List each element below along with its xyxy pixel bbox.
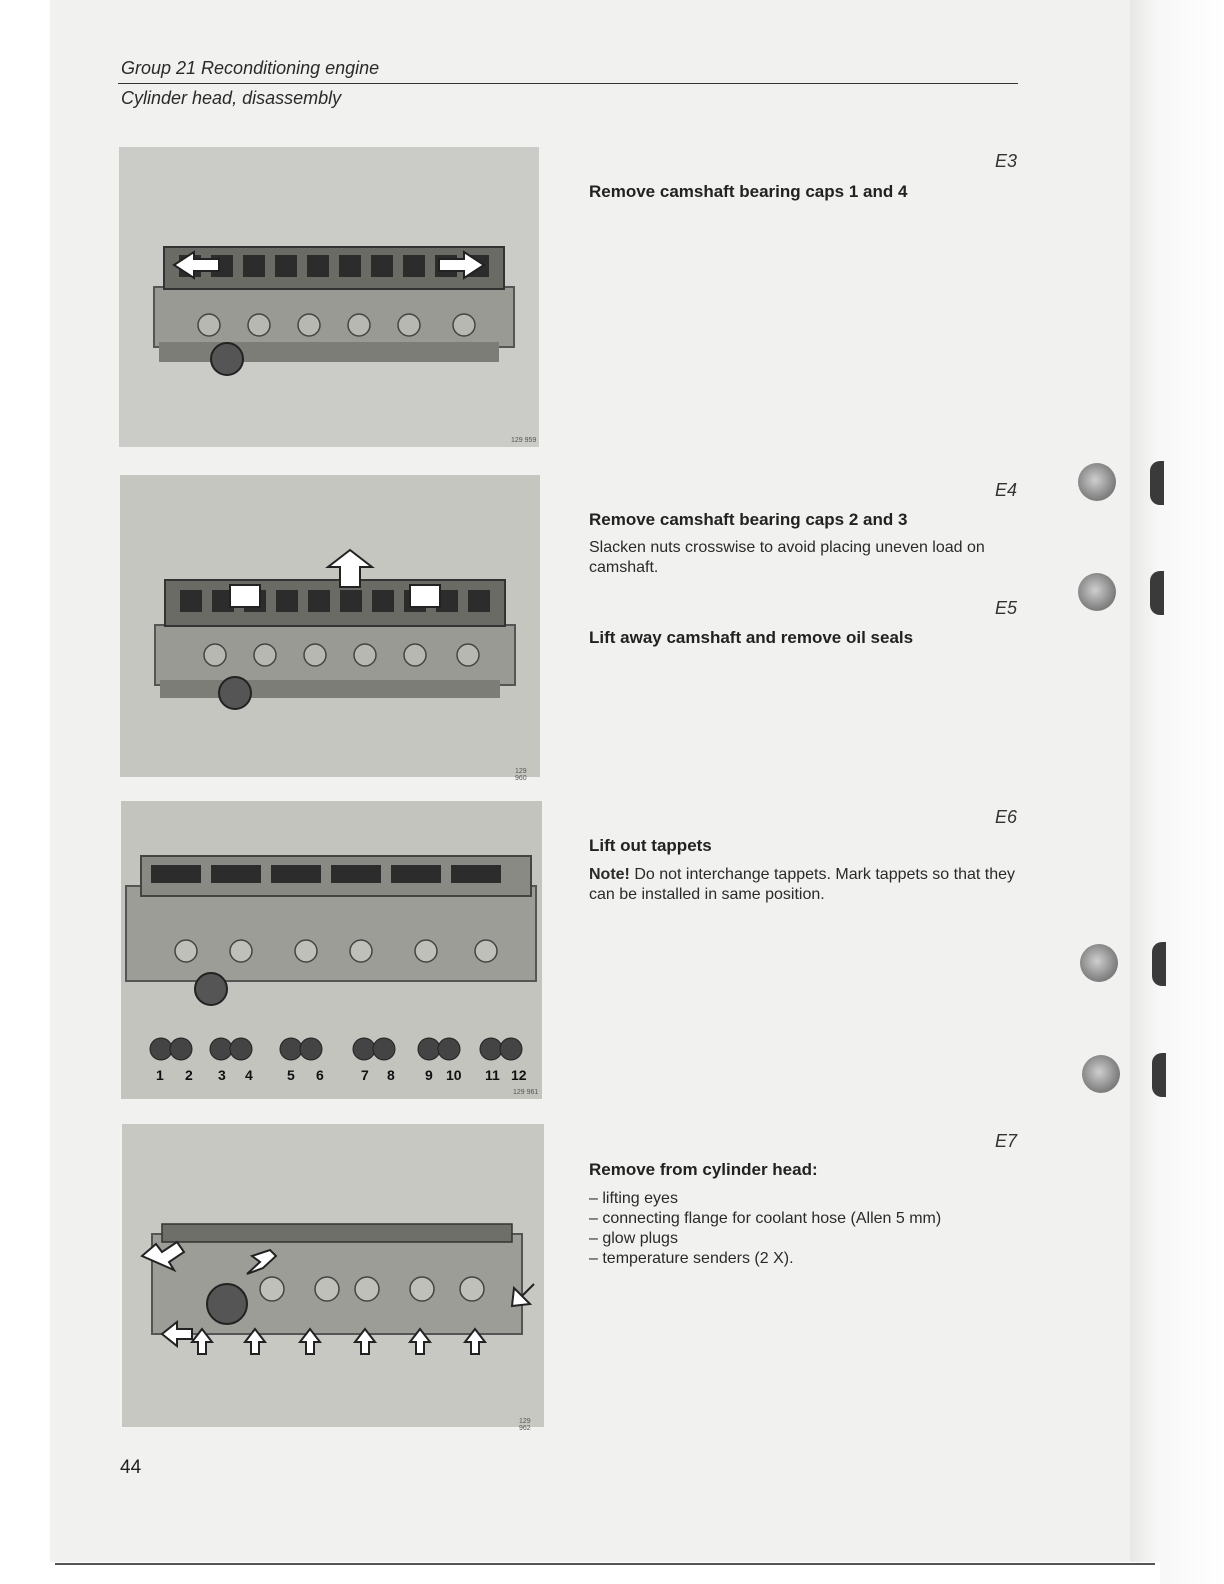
step-body-e4: Slacken nuts crosswise to avoid placing uneven load on camshaft. (589, 539, 985, 576)
binder-hole (1078, 573, 1116, 611)
list-item: – lifting eyes (589, 1190, 678, 1207)
binder-hole (1078, 463, 1116, 501)
binder-hole-shadow (1150, 461, 1164, 505)
bottom-rule (55, 1563, 1155, 1565)
tappet-label: 3 (218, 1067, 226, 1083)
step-code-e4: E4 (995, 480, 1018, 500)
tappet-label: 1 (156, 1067, 164, 1083)
binder-hole-shadow (1152, 1053, 1166, 1097)
header-section-title: Cylinder head, disassembly (121, 88, 342, 108)
tappet-label: 12 (511, 1067, 527, 1083)
note-text: Do not interchange tappets. Mark tappets so that they can be installed in same position. (589, 866, 1016, 903)
photo-camshaft-caps-1-4 (119, 147, 539, 447)
tappet-label: 11 (485, 1067, 500, 1083)
step-title-e3: Remove camshaft bearing caps 1 and 4 (589, 182, 908, 201)
tappet-label: 10 (446, 1067, 462, 1083)
photo-reference-number: 129 961 (513, 1089, 539, 1096)
header-group-title: Group 21 Reconditioning engine (121, 58, 380, 78)
step-title-e5: Lift away camshaft and remove oil seals (589, 628, 914, 647)
header-rule (118, 83, 1018, 84)
step-title-e6: Lift out tappets (589, 836, 712, 855)
step-code-e3: E3 (995, 151, 1018, 171)
binder-hole (1080, 944, 1118, 982)
binder-hole-shadow (1152, 942, 1166, 986)
step-list-e7 (589, 1189, 1019, 1269)
step-title-e7: Remove from cylinder head: (589, 1160, 818, 1179)
step-code-e7: E7 (995, 1131, 1018, 1151)
tappet-label: 4 (245, 1067, 253, 1083)
tappet-label: 9 (425, 1067, 433, 1083)
page-margin-left (0, 0, 50, 1584)
page-bottom-margin (50, 1562, 1160, 1584)
list-item: – temperature senders (2 X). (589, 1250, 794, 1267)
photo-cylinder-head-parts (122, 1124, 544, 1432)
step-code-e5: E5 (995, 598, 1018, 618)
page-number: 44 (120, 1457, 142, 1478)
tappet-label: 2 (185, 1067, 193, 1083)
photo-reference-number: 129 962 (519, 1418, 531, 1432)
binder-hole (1082, 1055, 1120, 1093)
photo-camshaft-caps-2-3 (120, 475, 540, 782)
tappet-label: 7 (361, 1067, 369, 1083)
tappet-label: 8 (387, 1067, 395, 1083)
tappet-label: 6 (316, 1067, 324, 1083)
list-item: – glow plugs (589, 1230, 678, 1247)
photo-reference-number: 129 959 (511, 437, 537, 444)
note-label: Note! (589, 866, 630, 883)
photo-tappets (121, 801, 542, 1099)
step-code-e6: E6 (995, 807, 1018, 827)
step-body-e6 (589, 865, 1019, 905)
step-title-e4: Remove camshaft bearing caps 2 and 3 (589, 510, 908, 529)
page-margin-right (1130, 0, 1224, 1584)
binder-hole-shadow (1150, 571, 1164, 615)
list-item: – connecting flange for coolant hose (Allen 5 mm) (589, 1210, 942, 1227)
tappet-label: 5 (287, 1067, 295, 1083)
photo-reference-number: 129 960 (515, 768, 527, 782)
